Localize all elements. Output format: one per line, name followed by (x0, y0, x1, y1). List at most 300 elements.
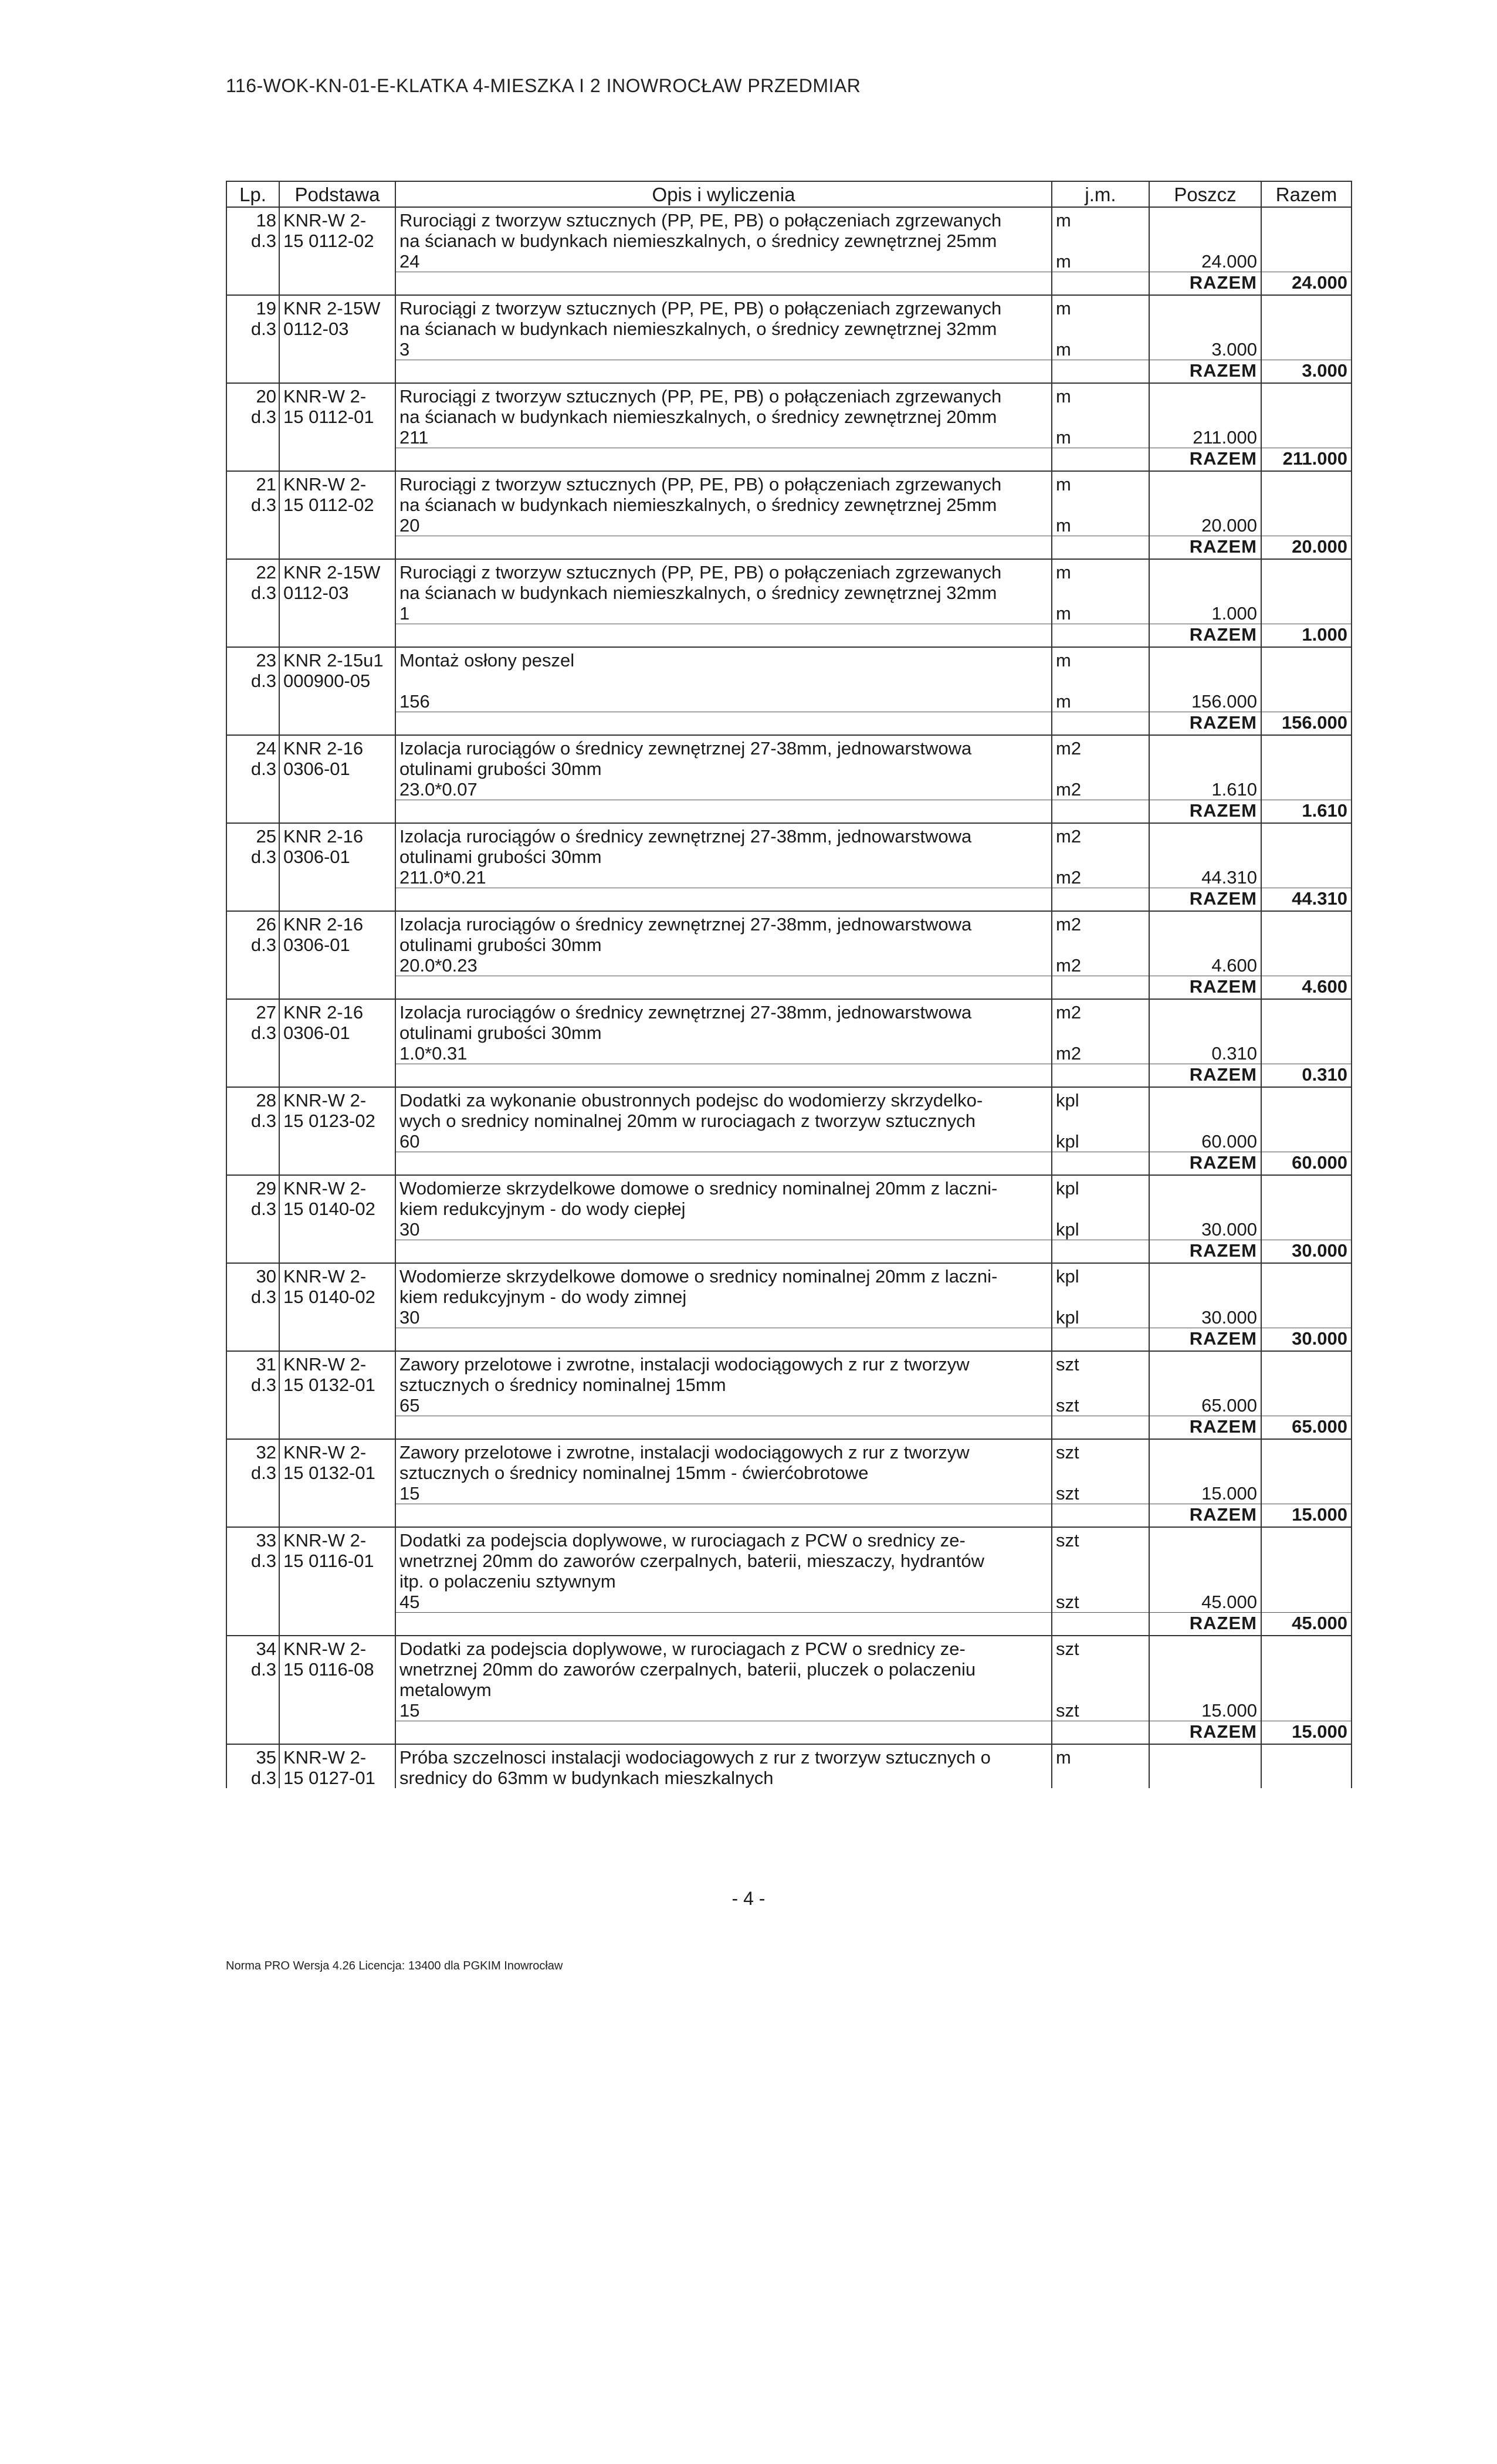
item-basis-line: KNR-W 2- (279, 1351, 395, 1375)
item-basis-line (279, 1571, 395, 1592)
item-unit-empty (1052, 231, 1149, 251)
item-total-empty (1261, 1175, 1352, 1199)
item-unit-empty (1052, 759, 1149, 779)
item-total-desc-empty (395, 1152, 1052, 1176)
item-calc-row (226, 1131, 1352, 1152)
item-total-jm-empty (1052, 1240, 1149, 1264)
item-qty-empty (1149, 911, 1261, 935)
item-total-lp-empty (226, 448, 279, 472)
item-calc-unit: m2 (1052, 867, 1149, 888)
item-total-row (226, 360, 1352, 384)
item-calc-row (226, 1219, 1352, 1240)
item-total-lp-empty (226, 888, 279, 912)
item-basis-line: 15 0123-02 (279, 1111, 395, 1131)
item-desc-row (226, 759, 1352, 779)
item-calc-unit: m (1052, 691, 1149, 712)
item-number-suffix: d.3 (226, 671, 279, 691)
item-total: 0.310 (1261, 1064, 1352, 1088)
item-qty-empty (1149, 735, 1261, 759)
item-total-empty (1261, 671, 1352, 691)
item-total-empty (1261, 231, 1352, 251)
item-unit-empty (1052, 583, 1149, 603)
item-unit: m (1052, 471, 1149, 495)
item-total-src-empty (279, 448, 395, 472)
item-qty-empty (1149, 1111, 1261, 1131)
item-description-line: Izolacja rurociągów o średnicy zewnętrznej 27-38mm, jednowarstwowa (395, 735, 1052, 759)
item-number: 26 (226, 911, 279, 935)
item-total-desc-empty (395, 1064, 1052, 1088)
item-total-empty (1261, 1659, 1352, 1680)
item-calc-row (226, 427, 1352, 448)
item-total-empty (1261, 495, 1352, 515)
item-number: 24 (226, 735, 279, 759)
column-header-poszcz: Poszcz (1149, 181, 1261, 207)
item-qty-empty (1149, 1768, 1261, 1788)
item-qty-empty (1149, 1744, 1261, 1768)
item-qty-empty (1149, 1351, 1261, 1375)
item-calc-unit: szt (1052, 1395, 1149, 1416)
item-calc-unit: kpl (1052, 1131, 1149, 1152)
item-total-lp-empty (226, 1152, 279, 1176)
item-basis-line: KNR 2-16 (279, 823, 395, 847)
item-unit: m (1052, 295, 1149, 319)
item-description-line: Izolacja rurociągów o średnicy zewnętrznej 27-38mm, jednowarstwowa (395, 911, 1052, 935)
item-total-row (226, 1240, 1352, 1264)
item-basis-line: KNR-W 2- (279, 1439, 395, 1463)
item-desc-row (226, 1023, 1352, 1043)
item-calculation: 211.0*0.21 (395, 867, 1052, 888)
item-basis-line: 15 0140-02 (279, 1199, 395, 1219)
item-qty-empty (1149, 823, 1261, 847)
item-desc-row (226, 1551, 1352, 1571)
item-total-src-empty (279, 712, 395, 736)
item-calc-unit: m (1052, 603, 1149, 624)
item-quantity: 3.000 (1149, 339, 1261, 360)
item-description-line: Izolacja rurociągów o średnicy zewnętrznej 27-38mm, jednowarstwowa (395, 823, 1052, 847)
item-total-empty (1261, 319, 1352, 339)
item-number-suffix: d.3 (226, 1111, 279, 1131)
item-number-suffix: d.3 (226, 1659, 279, 1680)
item-quantity: 4.600 (1149, 955, 1261, 976)
item-total-empty (1261, 911, 1352, 935)
item-calculation: 45 (395, 1592, 1052, 1613)
item-basis-line: KNR-W 2- (279, 1175, 395, 1199)
item-number: 32 (226, 1439, 279, 1463)
item-description-line: otulinami grubości 30mm (395, 759, 1052, 779)
item-calculation: 1.0*0.31 (395, 1043, 1052, 1064)
item-desc-row (226, 1768, 1352, 1788)
item-total-empty (1261, 823, 1352, 847)
item-calculation: 3 (395, 339, 1052, 360)
item-number: 19 (226, 295, 279, 319)
item-description-line: wych o srednicy nominalnej 20mm w rurociagach z tworzyw sztucznych (395, 1111, 1052, 1131)
item-description-line: kiem redukcyjnym - do wody ciepłej (395, 1199, 1052, 1219)
item-qty-empty (1149, 383, 1261, 407)
item-description-line: Próba szczelnosci instalacji wodociagowych z rur z tworzyw sztucznych o (395, 1744, 1052, 1768)
item-total-empty (1261, 935, 1352, 955)
item-total-src-empty (279, 1721, 395, 1745)
item-calc-unit: szt (1052, 1592, 1149, 1613)
item-quantity: 65.000 (1149, 1395, 1261, 1416)
item-total-src-empty (279, 1240, 395, 1264)
item-total-empty (1261, 1636, 1352, 1659)
item-total-jm-empty (1052, 712, 1149, 736)
item-unit-empty (1052, 1375, 1149, 1395)
item-desc-row (226, 1111, 1352, 1131)
item-description-line: Zawory przelotowe i zwrotne, instalacji wodociągowych z rur z tworzyw (395, 1351, 1052, 1375)
item-total-desc-empty (395, 976, 1052, 1000)
item-desc-row (226, 671, 1352, 691)
item-calc-row (226, 955, 1352, 976)
item-unit-empty (1052, 1111, 1149, 1131)
item-calc-src-empty (279, 867, 395, 888)
item-basis-line: 0306-01 (279, 847, 395, 867)
item-total: 45.000 (1261, 1613, 1352, 1636)
item-qty-empty (1149, 1199, 1261, 1219)
item-total: 156.000 (1261, 712, 1352, 736)
page-number: - 4 - (731, 1888, 766, 1909)
item-total-row (226, 1721, 1352, 1745)
razem-label: RAZEM (1149, 1721, 1261, 1745)
item-total-lp-empty (226, 1240, 279, 1264)
item-calc-lp-empty (226, 955, 279, 976)
item-unit: m (1052, 559, 1149, 583)
item-qty-empty (1149, 1439, 1261, 1463)
item-calc-lp-empty (226, 1131, 279, 1152)
item-calc-lp-empty (226, 779, 279, 800)
item-calc-row (226, 603, 1352, 624)
item-desc-row (226, 1659, 1352, 1680)
item-total-lp-empty (226, 272, 279, 296)
razem-label: RAZEM (1149, 888, 1261, 912)
item-qty-empty (1149, 935, 1261, 955)
item-total: 20.000 (1261, 536, 1352, 560)
item-calc-sum-empty (1261, 1592, 1352, 1613)
item-total-desc-empty (395, 1504, 1052, 1528)
item-total-desc-empty (395, 1416, 1052, 1440)
item-total-src-empty (279, 1613, 395, 1636)
item-total-jm-empty (1052, 1064, 1149, 1088)
item-desc-row (226, 495, 1352, 515)
item-qty-empty (1149, 1680, 1261, 1700)
item-unit-empty (1052, 935, 1149, 955)
item-desc-row (226, 583, 1352, 603)
item-basis-line: 15 0116-01 (279, 1551, 395, 1571)
item-calc-lp-empty (226, 1395, 279, 1416)
item-calc-src-empty (279, 1219, 395, 1240)
item-basis-line: KNR 2-16 (279, 735, 395, 759)
item-desc-row (226, 999, 1352, 1023)
item-number-suffix (226, 1571, 279, 1592)
item-calc-sum-empty (1261, 779, 1352, 800)
item-unit: m (1052, 1744, 1149, 1768)
item-description-line: na ścianach w budynkach niemieszkalnych, o średnicy zewnętrznej 32mm (395, 583, 1052, 603)
item-basis-line: KNR 2-15W (279, 295, 395, 319)
item-total-jm-empty (1052, 1416, 1149, 1440)
item-qty-empty (1149, 759, 1261, 779)
item-calc-src-empty (279, 603, 395, 624)
item-total-empty (1261, 1744, 1352, 1768)
item-calc-row (226, 691, 1352, 712)
razem-label: RAZEM (1149, 624, 1261, 648)
razem-label: RAZEM (1149, 800, 1261, 824)
item-total-row (226, 712, 1352, 736)
item-desc-row (226, 559, 1352, 583)
item-quantity: 20.000 (1149, 515, 1261, 536)
item-unit: m2 (1052, 911, 1149, 935)
item-unit-empty (1052, 1463, 1149, 1483)
item-calc-lp-empty (226, 515, 279, 536)
item-qty-empty (1149, 647, 1261, 671)
item-number: 18 (226, 207, 279, 231)
item-unit: m2 (1052, 735, 1149, 759)
item-total-empty (1261, 1087, 1352, 1111)
item-unit: kpl (1052, 1175, 1149, 1199)
item-total-empty (1261, 1551, 1352, 1571)
page-header-title: 116-WOK-KN-01-E-KLATKA 4-MIESZKA I 2 INOWROCŁAW PRZEDMIAR (226, 75, 861, 96)
item-description-line: Izolacja rurociągów o średnicy zewnętrznej 27-38mm, jednowarstwowa (395, 999, 1052, 1023)
item-total: 4.600 (1261, 976, 1352, 1000)
razem-label: RAZEM (1149, 1152, 1261, 1176)
item-number: 30 (226, 1263, 279, 1287)
item-calc-src-empty (279, 691, 395, 712)
item-total-empty (1261, 1263, 1352, 1287)
item-calc-row (226, 867, 1352, 888)
item-total-lp-empty (226, 976, 279, 1000)
item-desc-row (226, 823, 1352, 847)
item-calculation: 1 (395, 603, 1052, 624)
item-calc-unit: m (1052, 251, 1149, 272)
item-basis-line: 0306-01 (279, 1023, 395, 1043)
item-total-empty (1261, 735, 1352, 759)
razem-label: RAZEM (1149, 448, 1261, 472)
item-qty-empty (1149, 999, 1261, 1023)
item-calc-sum-empty (1261, 1043, 1352, 1064)
item-total-empty (1261, 207, 1352, 231)
item-basis-line: 15 0132-01 (279, 1375, 395, 1395)
item-total-row (226, 1328, 1352, 1352)
item-total-jm-empty (1052, 1328, 1149, 1352)
item-calculation: 60 (395, 1131, 1052, 1152)
item-unit-empty (1052, 847, 1149, 867)
item-qty-empty (1149, 231, 1261, 251)
item-total-desc-empty (395, 1240, 1052, 1264)
item-unit: szt (1052, 1636, 1149, 1659)
item-total-empty (1261, 1375, 1352, 1395)
item-number-suffix: d.3 (226, 407, 279, 427)
item-basis-line: 0306-01 (279, 935, 395, 955)
razem-label: RAZEM (1149, 360, 1261, 384)
item-total-src-empty (279, 1064, 395, 1088)
item-calc-lp-empty (226, 427, 279, 448)
item-quantity: 156.000 (1149, 691, 1261, 712)
item-qty-empty (1149, 295, 1261, 319)
item-total-src-empty (279, 272, 395, 296)
item-calc-src-empty (279, 427, 395, 448)
item-quantity: 60.000 (1149, 1131, 1261, 1152)
item-desc-row (226, 407, 1352, 427)
item-calc-src-empty (279, 251, 395, 272)
item-total-row (226, 536, 1352, 560)
item-calc-unit: szt (1052, 1483, 1149, 1504)
item-description-line: Rurociągi z tworzyw sztucznych (PP, PE, PB) o połączeniach zgrzewanych (395, 295, 1052, 319)
item-total-row (226, 448, 1352, 472)
item-qty-empty (1149, 583, 1261, 603)
item-total-row (226, 272, 1352, 296)
item-calc-lp-empty (226, 867, 279, 888)
item-number-suffix: d.3 (226, 1199, 279, 1219)
item-description-line: na ścianach w budynkach niemieszkalnych, o średnicy zewnętrznej 32mm (395, 319, 1052, 339)
item-description-line: na ścianach w budynkach niemieszkalnych, o średnicy zewnętrznej 20mm (395, 407, 1052, 427)
item-total-src-empty (279, 1152, 395, 1176)
item-total-row (226, 800, 1352, 824)
item-calculation: 211 (395, 427, 1052, 448)
item-description-line: Wodomierze skrzydelkowe domowe o srednicy nominalnej 20mm z laczni- (395, 1175, 1052, 1199)
item-description-line: wnetrznej 20mm do zaworów czerpalnych, baterii, pluczek o polaczeniu (395, 1659, 1052, 1680)
item-quantity: 1.610 (1149, 779, 1261, 800)
item-total-jm-empty (1052, 536, 1149, 560)
item-description-line: kiem redukcyjnym - do wody zimnej (395, 1287, 1052, 1307)
item-unit: kpl (1052, 1263, 1149, 1287)
item-total-src-empty (279, 1504, 395, 1528)
item-calculation: 30 (395, 1307, 1052, 1328)
item-total-desc-empty (395, 800, 1052, 824)
razem-label: RAZEM (1149, 712, 1261, 736)
item-total: 1.610 (1261, 800, 1352, 824)
item-calc-row (226, 1307, 1352, 1328)
item-unit-empty (1052, 1680, 1149, 1700)
item-total-src-empty (279, 800, 395, 824)
item-total-jm-empty (1052, 800, 1149, 824)
item-qty-empty (1149, 1375, 1261, 1395)
item-basis-line: KNR-W 2- (279, 1744, 395, 1768)
item-unit-empty (1052, 1659, 1149, 1680)
item-total-desc-empty (395, 1613, 1052, 1636)
item-total-src-empty (279, 976, 395, 1000)
item-unit-empty (1052, 1287, 1149, 1307)
item-total-empty (1261, 1768, 1352, 1788)
item-basis-line: 15 0112-02 (279, 495, 395, 515)
item-calc-unit: m (1052, 427, 1149, 448)
item-basis-line: KNR-W 2- (279, 471, 395, 495)
item-qty-empty (1149, 1287, 1261, 1307)
item-calc-sum-empty (1261, 1219, 1352, 1240)
item-calc-sum-empty (1261, 427, 1352, 448)
item-description-line: Dodatki za podejscia doplywowe, w rurociagach z PCW o srednicy ze- (395, 1527, 1052, 1551)
item-qty-empty (1149, 847, 1261, 867)
item-basis-line: 15 0112-02 (279, 231, 395, 251)
item-number-suffix: d.3 (226, 1463, 279, 1483)
item-total-jm-empty (1052, 976, 1149, 1000)
item-calc-unit: szt (1052, 1700, 1149, 1721)
item-number: 34 (226, 1636, 279, 1659)
item-desc-row (226, 1571, 1352, 1592)
item-number-suffix (226, 1680, 279, 1700)
item-basis-line: 0306-01 (279, 759, 395, 779)
item-total-jm-empty (1052, 1721, 1149, 1745)
item-total-empty (1261, 999, 1352, 1023)
razem-label: RAZEM (1149, 272, 1261, 296)
item-quantity: 211.000 (1149, 427, 1261, 448)
item-desc-row (226, 1287, 1352, 1307)
item-total-empty (1261, 471, 1352, 495)
item-basis-line: KNR-W 2- (279, 1263, 395, 1287)
item-total-jm-empty (1052, 1504, 1149, 1528)
item-qty-empty (1149, 1551, 1261, 1571)
item-description-line: na ścianach w budynkach niemieszkalnych, o średnicy zewnętrznej 25mm (395, 495, 1052, 515)
item-total-jm-empty (1052, 272, 1149, 296)
item-number: 22 (226, 559, 279, 583)
item-calc-lp-empty (226, 1219, 279, 1240)
item-total-lp-empty (226, 1504, 279, 1528)
item-total-lp-empty (226, 1064, 279, 1088)
item-unit: m2 (1052, 999, 1149, 1023)
item-total-desc-empty (395, 536, 1052, 560)
item-description-line: itp. o polaczeniu sztywnym (395, 1571, 1052, 1592)
item-calc-lp-empty (226, 339, 279, 360)
item-total-empty (1261, 1439, 1352, 1463)
item-calculation: 15 (395, 1483, 1052, 1504)
item-total-desc-empty (395, 712, 1052, 736)
item-description-line: Montaż osłony peszel (395, 647, 1052, 671)
item-number-suffix: d.3 (226, 759, 279, 779)
item-number: 28 (226, 1087, 279, 1111)
item-desc-row (226, 847, 1352, 867)
item-quantity: 24.000 (1149, 251, 1261, 272)
item-desc-row (226, 1375, 1352, 1395)
item-number: 33 (226, 1527, 279, 1551)
razem-label: RAZEM (1149, 976, 1261, 1000)
item-quantity: 15.000 (1149, 1483, 1261, 1504)
item-total-empty (1261, 295, 1352, 319)
item-desc-row (226, 911, 1352, 935)
item-calculation: 20.0*0.23 (395, 955, 1052, 976)
razem-label: RAZEM (1149, 1416, 1261, 1440)
item-qty-empty (1149, 1527, 1261, 1551)
item-description-line: Dodatki za wykonanie obustronnych podejsc do wodomierzy skrzydelko- (395, 1087, 1052, 1111)
item-total: 24.000 (1261, 272, 1352, 296)
item-number-suffix: d.3 (226, 1375, 279, 1395)
item-calc-unit: m (1052, 339, 1149, 360)
item-total: 60.000 (1261, 1152, 1352, 1176)
item-number-suffix: d.3 (226, 1023, 279, 1043)
item-description-line (395, 671, 1052, 691)
item-basis-line: 000900-05 (279, 671, 395, 691)
item-unit-empty (1052, 407, 1149, 427)
item-calc-src-empty (279, 1483, 395, 1504)
item-number: 29 (226, 1175, 279, 1199)
item-description-line: otulinami grubości 30mm (395, 935, 1052, 955)
item-basis-line: 15 0116-08 (279, 1659, 395, 1680)
item-number: 31 (226, 1351, 279, 1375)
item-qty-empty (1149, 1023, 1261, 1043)
item-description-line: otulinami grubości 30mm (395, 847, 1052, 867)
item-total-src-empty (279, 536, 395, 560)
item-unit: szt (1052, 1351, 1149, 1375)
item-number-suffix: d.3 (226, 319, 279, 339)
item-number-suffix: d.3 (226, 935, 279, 955)
item-quantity: 0.310 (1149, 1043, 1261, 1064)
item-calc-sum-empty (1261, 955, 1352, 976)
item-calc-src-empty (279, 515, 395, 536)
item-calculation: 65 (395, 1395, 1052, 1416)
item-calc-unit: m2 (1052, 955, 1149, 976)
item-total-jm-empty (1052, 888, 1149, 912)
item-calc-row (226, 1592, 1352, 1613)
item-total-desc-empty (395, 360, 1052, 384)
item-calc-sum-empty (1261, 1131, 1352, 1152)
item-basis-line: 15 0132-01 (279, 1463, 395, 1483)
